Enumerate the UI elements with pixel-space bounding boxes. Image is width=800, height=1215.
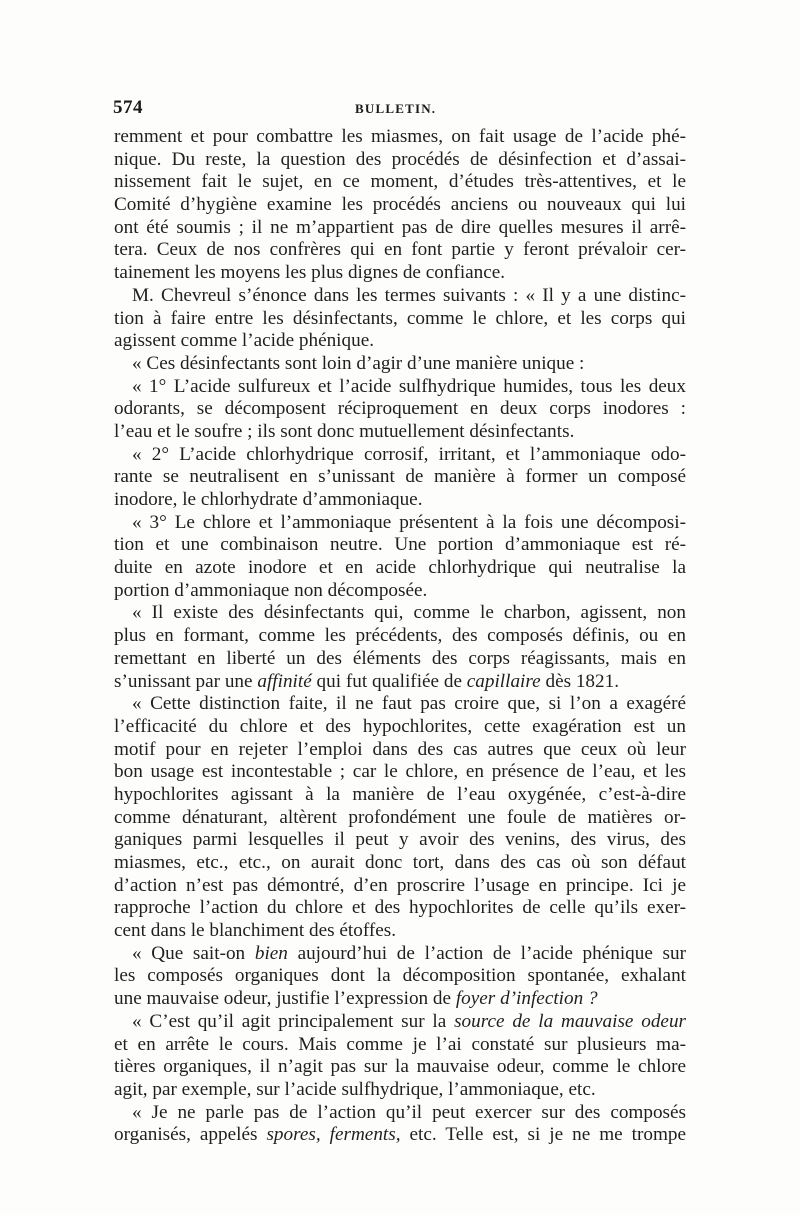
text-run: Comité d’hygiène examine les procédés anciens ou nouveaux qui lui <box>114 194 686 216</box>
text-run: une mauvaise odeur, justifie l’expression de <box>114 988 456 1010</box>
text-run: s’unissant par une <box>114 670 258 692</box>
text-line <box>114 761 686 784</box>
text-run: nique. Du reste, la question des procédés de désinfection et d’assai- <box>114 148 686 170</box>
text-run: et en arrête le cours. Mais comme je l’ai constaté sur plusieurs ma- <box>114 1033 686 1055</box>
text-run: motif pour en rejeter l’emploi dans des cas autres que ceux où leur <box>114 738 686 760</box>
text-run: rante se neutralisent en s’unissant de manière à former un composé <box>114 466 686 488</box>
text-run: « Que sait-on <box>132 942 255 964</box>
text-run: ganiques parmi lesquelles il peut y avoir des venins, des virus, des <box>114 829 686 851</box>
text-run: cent dans le blanchiment des étoffes. <box>114 920 397 942</box>
text-run: inodore, le chlorhydrate d’ammoniaque. <box>114 489 423 510</box>
page-number: 574 <box>113 97 143 118</box>
text-run: tion à faire entre les désinfectants, comme le chlore, et les corps qui <box>114 307 686 329</box>
text-run: « Cette distinction faite, il ne faut pas croire que, si l’on a exagéré <box>132 693 686 715</box>
body-text <box>114 126 686 1147</box>
text-line <box>114 648 686 671</box>
text-line <box>114 149 686 172</box>
text-run: d’action n’est pas démontré, d’en proscrire l’usage en principe. Ici je <box>114 874 686 896</box>
italic-text-run: bien <box>254 942 288 964</box>
text-run: « Ces désinfectants sont loin d’agir d’une manière unique : <box>132 352 585 374</box>
text-line <box>114 126 686 149</box>
text-line <box>114 897 686 920</box>
text-line <box>114 285 686 308</box>
text-line <box>114 308 686 331</box>
text-run: « C’est qu’il agit principalement sur la <box>132 1010 455 1032</box>
text-line <box>114 262 686 285</box>
text-line <box>114 376 686 399</box>
text-run: tera. Ceux de nos confrères qui en font partie y feront prévaloir cer- <box>114 239 686 261</box>
text-run: « 2° L’acide chlorhydrique corrosif, irritant, et l’ammoniaque odo- <box>132 443 686 465</box>
text-run: remettant en liberté un des éléments des corps réagissants, mais en <box>114 647 686 669</box>
text-line <box>114 1034 686 1057</box>
text-line <box>114 1011 686 1034</box>
text-run: rapproche l’action du chlore et des hypochlorites de celle qu’ils exer- <box>114 897 686 919</box>
text-run: hypochlorites agissant à la manière de l’eau oxygénée, c’est-à-dire <box>114 783 686 805</box>
text-line <box>114 171 686 194</box>
text-line <box>114 534 686 557</box>
italic-text-run: source de la mauvaise odeur <box>454 1010 687 1032</box>
text-line <box>114 353 686 376</box>
text-run: tières organiques, il n’agit pas sur la mauvaise odeur, comme le chlore <box>114 1056 686 1078</box>
text-line <box>114 1056 686 1079</box>
text-line <box>114 1079 686 1102</box>
text-line <box>114 625 686 648</box>
text-run: organisés, appelés <box>114 1124 267 1146</box>
text-line <box>114 943 686 966</box>
text-run: remment et pour combattre les miasmes, on fait usage de l’acide phé- <box>114 126 686 147</box>
text-line <box>114 988 686 1011</box>
text-run: l’eau et le soufre ; ils sont donc mutuellement désinfectants. <box>114 420 575 442</box>
text-run: tainement les moyens les plus dignes de confiance. <box>114 262 506 284</box>
italic-text-run: spores, ferments, <box>266 1124 401 1146</box>
text-line <box>114 398 686 421</box>
text-line <box>114 693 686 716</box>
text-run: agit, par exemple, sur l’acide sulfhydrique, l’ammoniaque, etc. <box>114 1078 596 1100</box>
text-run: portion d’ammoniaque non décomposée. <box>114 579 428 601</box>
text-line <box>114 602 686 625</box>
text-line <box>114 489 686 512</box>
text-run: bon usage est incontestable ; car le chlore, en présence de l’eau, et les <box>114 761 686 783</box>
text-line <box>114 671 686 694</box>
text-run: qui fut qualifiée de <box>311 670 467 692</box>
text-run: « 3° Le chlore et l’ammoniaque présentent à la fois une décomposi- <box>132 511 686 533</box>
text-line <box>114 466 686 489</box>
text-line <box>114 829 686 852</box>
text-run: odorants, se décomposent réciproquement en deux corps inodores : <box>114 398 686 420</box>
text-line <box>114 965 686 988</box>
text-line <box>114 444 686 467</box>
text-line <box>114 716 686 739</box>
italic-text-run: capillaire <box>466 670 541 692</box>
text-line <box>114 421 686 444</box>
text-line <box>114 512 686 535</box>
text-line <box>114 807 686 830</box>
text-line <box>114 852 686 875</box>
running-head: BULLETIN. <box>355 101 437 116</box>
text-run: plus en formant, comme les précédents, des composés définis, ou en <box>114 625 686 647</box>
text-run: aujourd’hui de l’action de l’acide phénique sur <box>287 942 686 964</box>
text-run: nissement fait le sujet, en ce moment, d’études très-attentives, et le <box>114 171 686 193</box>
text-run: tion et une combinaison neutre. Une portion d’ammoniaque est ré- <box>114 534 686 556</box>
text-run: duite en azote inodore et en acide chlorhydrique qui neutralise la <box>114 557 686 579</box>
text-run: « 1° L’acide sulfureux et l’acide sulfhydrique humides, tous les deux <box>132 375 686 397</box>
text-line <box>114 784 686 807</box>
italic-text-run: foyer d’infection ? <box>455 988 598 1010</box>
text-line <box>114 739 686 762</box>
text-line <box>114 920 686 943</box>
text-run: M. Chevreul s’énonce dans les termes suivants : « Il y a une distinc- <box>132 284 686 306</box>
text-run: les composés organiques dont la décomposition spontanée, exhalant <box>114 965 686 987</box>
text-line <box>114 1124 686 1147</box>
italic-text-run: affinité <box>257 670 312 692</box>
text-line <box>114 194 686 217</box>
page-header <box>113 97 683 123</box>
text-line <box>114 330 686 353</box>
text-line <box>114 875 686 898</box>
text-line <box>114 557 686 580</box>
text-line <box>114 239 686 262</box>
text-run: etc. Telle est, si je ne me trompe <box>400 1124 687 1146</box>
text-run: ont été soumis ; il ne m’appartient pas de dire quelles mesures il arrê- <box>114 216 686 238</box>
text-run: « Il existe des désinfectants qui, comme le charbon, agissent, non <box>132 602 686 624</box>
text-line <box>114 1102 686 1125</box>
text-line <box>114 217 686 240</box>
text-run: dès 1821. <box>540 670 620 692</box>
text-run: agissent comme l’acide phénique. <box>114 330 375 352</box>
text-run: « Je ne parle pas de l’action qu’il peut exercer sur des composés <box>132 1101 686 1123</box>
text-run: l’efficacité du chlore et des hypochlorites, cette exagération est un <box>114 715 686 737</box>
text-run: miasmes, etc., etc., on aurait donc tort, dans des cas où son défaut <box>114 852 686 873</box>
text-run: comme dénaturant, altèrent profondément une foule de matières or- <box>114 806 686 828</box>
text-line <box>114 580 686 603</box>
